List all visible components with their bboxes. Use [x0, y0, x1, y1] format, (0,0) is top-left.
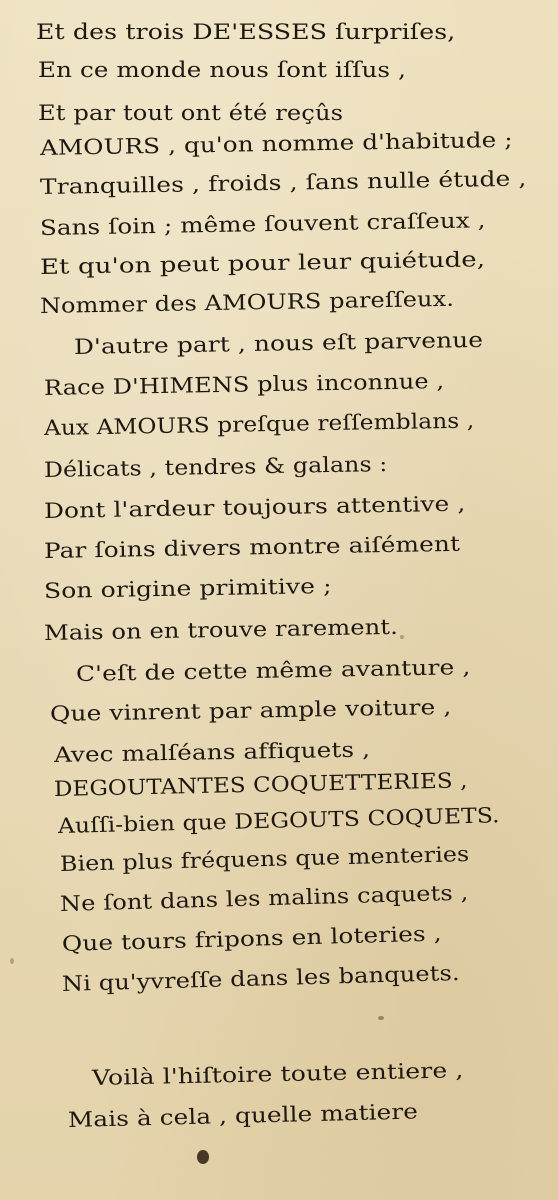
- poem-line: Par ſoins divers montre aiſément: [43, 531, 461, 563]
- paper-speck: [378, 1016, 384, 1020]
- poem-line: Sans ſoin ; même ſouvent craſſeux ,: [39, 208, 486, 240]
- poem-line: Mais à cela , quelle matiere: [67, 1099, 419, 1132]
- poem-line: Que vinrent par ample voiture ,: [49, 694, 452, 726]
- poem-line: Aux AMOURS preſque reſſemblans ,: [43, 408, 475, 440]
- poem-line: Nommer des AMOURS pareſſeux.: [39, 286, 455, 318]
- poem-line: Auſſi-bien que DEGOUTS COQUETS.: [57, 803, 500, 838]
- poem-line: DEGOUTANTES COQUETTERIES ,: [53, 768, 468, 801]
- poem-line: Dont l'ardeur toujours attentive ,: [43, 491, 466, 523]
- poem-line: C'eſt de cette même avanture ,: [75, 655, 471, 686]
- poem-line: Son origine primitive ;: [43, 573, 332, 603]
- poem-line: Tranquilles , froids , ſans nulle étude ,: [39, 166, 527, 199]
- ink-blot: [197, 1150, 209, 1164]
- poem-line: Et qu'on peut pour leur quiétude,: [39, 247, 486, 279]
- poem-line: Et des trois DE'ESSES ſurpriſes,: [36, 20, 456, 44]
- poem-line: Mais on en trouve rarement.: [43, 614, 399, 645]
- paper-speck: [10, 958, 14, 964]
- paper-speck: [400, 635, 404, 639]
- poem-line: Délicats , tendres & galans :: [43, 452, 388, 482]
- poem-line: Ne ſont dans les malins caquets ,: [59, 880, 469, 916]
- poem-line: Bien plus fréquens que menteries: [59, 842, 470, 876]
- poem-line: Que tours fripons en loteries ,: [61, 921, 442, 956]
- poem-line: AMOURS , qu'on nomme d'habitude ;: [39, 127, 513, 160]
- poem-line: Et par tout ont été reçûs: [38, 101, 344, 125]
- poem-line: D'autre part , nous eſt parvenue: [73, 327, 484, 359]
- poem-line: Ni qu'yvreſſe dans les banquets.: [61, 960, 461, 996]
- poem-line: Race D'HIMENS plus inconnue ,: [43, 369, 445, 400]
- poem-line: En ce monde nous ſont iſſus ,: [38, 58, 407, 82]
- poem-line: Voilà l'hiſtoire toute entiere ,: [91, 1058, 464, 1090]
- poem-line: Avec malſéans affiquets ,: [53, 737, 371, 767]
